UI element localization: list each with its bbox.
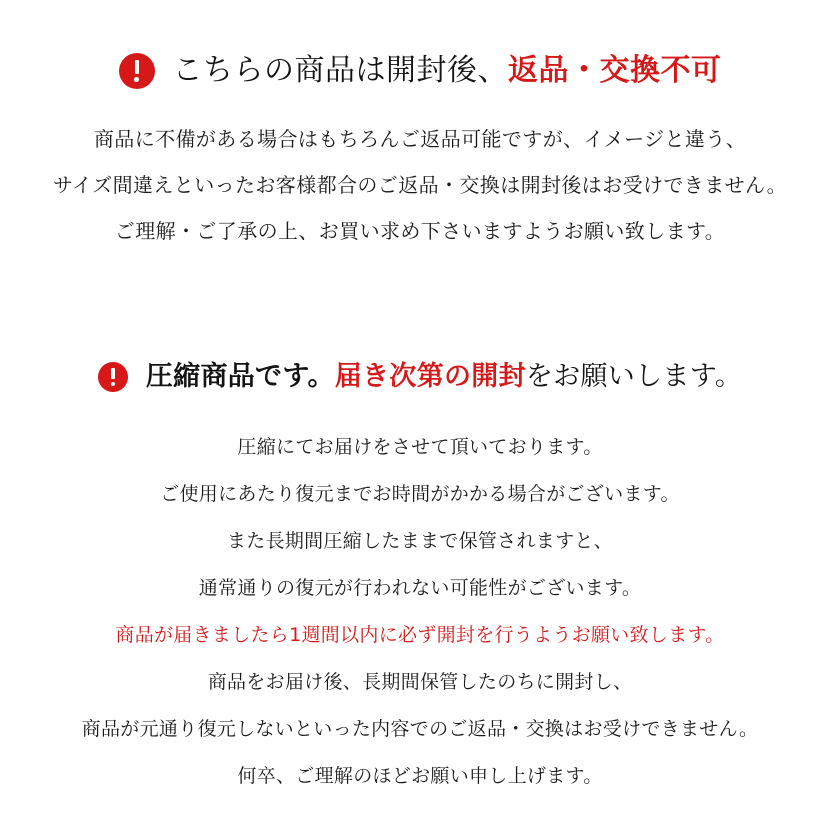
compression-notice — [0, 360, 840, 800]
return-policy-notice — [0, 52, 840, 254]
compression-body-line: ご使用にあたり復元までお時間がかかる場合がございます。 — [160, 483, 680, 505]
compression-headline — [146, 360, 742, 394]
compression-body-line: 商品が元通り復元しないといった内容でのご返品・交換はお受けできません。 — [81, 718, 759, 740]
compression-body-line: 通常通りの復元が行われない可能性がございます。 — [198, 577, 642, 599]
return-policy-headline-emphasis: 返品・交換不可 — [508, 53, 722, 88]
compression-body-line: 何卒、ご理解のほどお願い申し上げます。 — [237, 765, 603, 787]
compression-body-line: 商品をお届け後、長期間保管したのちに開封し、 — [207, 671, 633, 693]
exclamation-circle-icon — [98, 362, 128, 392]
compression-body-line: 圧縮にてお届けをさせて頂いております。 — [237, 436, 603, 458]
return-policy-headline — [173, 52, 722, 90]
exclamation-circle-icon — [119, 53, 155, 89]
return-policy-headline-row — [0, 52, 840, 90]
compression-body — [0, 424, 840, 800]
compression-headline-prefix: 圧縮商品です。 — [145, 361, 335, 392]
compression-headline-suffix: をお願いします。 — [525, 361, 743, 392]
compression-headline-row — [0, 360, 840, 394]
compression-body-line: また長期間圧縮したままで保管されますと、 — [226, 530, 613, 552]
return-policy-headline-plain: こちらの商品は開封後、 — [172, 53, 508, 88]
return-policy-body-line: サイズ間違えといったお客様都合のご返品・交換は開封後はお受けできません。 — [53, 173, 787, 197]
compression-headline-emphasis: 届き次第の開封 — [334, 361, 526, 392]
return-policy-body-line: ご理解・ご了承の上、お買い求め下さいますようお願い致します。 — [114, 219, 726, 243]
return-policy-body-line: 商品に不備がある場合はもちろんご返品可能ですが、イメージと違う、 — [93, 127, 747, 151]
compression-body-line-alert: 商品が届きましたら1週間以内に必ず開封を行うようお願い致します。 — [115, 624, 725, 646]
return-policy-body — [0, 116, 840, 254]
